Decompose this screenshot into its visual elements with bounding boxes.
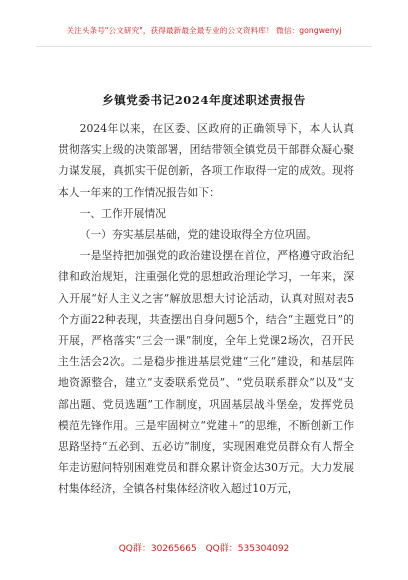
qq-group-2: QQ群：535304092 [205, 544, 290, 554]
body-paragraph: 一是坚持把加强党的政治建设摆在首位，严格遵守政治纪律和政治规矩，注重强化党的思想政治理论学习，一年来，深入开展“好人主义之害”解放思想大讨论活动，认真对照对表5个方面22种表现，共查摆出自身问题5个，结合“主题党日”的开展，严格落实“三会一课”制度，全年上党课2场次，召开民主生活会2次。二是稳步推进基层党建“三化”建设，和基层阵地资源整合，建立“支委联系党员”、“党员联系群众”以及“支部出题、党员选题”工作制度，巩固基层战斗堡垒，发挥党员模范先锋作用。三是牢固树立“党建＋”的思维，不断创新工作思路坚持“五必到、五必访”制度，实现困难党员群众有人帮全年走访慰问特别困难党员和群众累计资金达30万元。大力发展村集体经济，全镇各村集体经济收入超过10万元， [58, 249, 354, 496]
intro-paragraph: 2024年以来，在区委、区政府的正确领导下，本人认真贯彻落实上级的决策部署，团结带领全镇党员干部群众凝心聚力谋发展，真抓实干促创新，各项工作取得一定的成效。现将本人一年来的工作情况报告如下： [58, 122, 354, 199]
header-divider [36, 46, 372, 47]
header-note: 关注头条号"公文研究"，获得最新最全最专业的公文资料库！ 微信：gongwenyj [66, 26, 342, 35]
document-body [58, 118, 354, 500]
subsection-heading: （一）夯实基层基础，党的建设取得全方位巩固。 [79, 228, 318, 242]
footer-note [0, 541, 408, 554]
qq-group-1: QQ群：30265665 [118, 544, 197, 554]
document-title: 乡镇党委书记2024年度述职述责报告 [102, 93, 306, 107]
section-heading: 一、工作开展情况 [79, 206, 166, 220]
